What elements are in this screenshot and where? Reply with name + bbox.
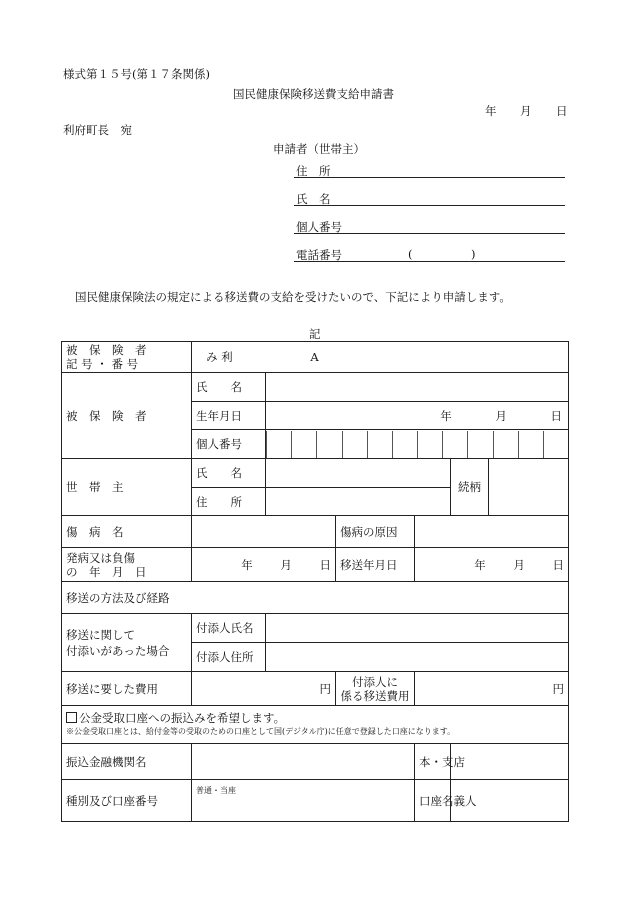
insured-birth-field[interactable] xyxy=(266,402,569,430)
onset-row xyxy=(62,548,569,582)
insured-mynumber-field[interactable] xyxy=(266,430,569,459)
applicant-address-label: 住 所 xyxy=(296,164,331,178)
applicant-mynumber-label: 個人番号 xyxy=(296,220,342,234)
attendant-name-row xyxy=(62,614,569,643)
attendant-label xyxy=(62,614,192,672)
attendant-label-line2: 付添いがあった場合 xyxy=(66,643,170,658)
insured-symbol-label-line2: 記 号 ・ 番 号 xyxy=(66,357,139,371)
transport-date-field[interactable] xyxy=(415,548,569,582)
attendant-cost-label-line1: 付添人に xyxy=(352,674,398,689)
injury-row xyxy=(62,516,569,548)
attendant-label-line1: 移送に関して xyxy=(66,627,135,642)
transport-date-label: 移送年月日 xyxy=(336,548,415,582)
date-year-label: 年 xyxy=(485,104,497,118)
cost-row xyxy=(62,672,569,706)
transport-year-label: 年 xyxy=(474,557,486,572)
onset-label-line2: の 年 月 日 xyxy=(66,564,147,579)
account-holder-label: 口座名義人 xyxy=(415,780,451,822)
application-form-table xyxy=(61,341,569,822)
phone-paren-open: ( xyxy=(408,247,413,261)
account-number-field[interactable] xyxy=(192,780,415,822)
insured-label: 被 保 険 者 xyxy=(62,373,192,459)
mynumber-digit-boxes xyxy=(266,431,568,458)
attendant-cost-yen: 円 xyxy=(552,681,564,696)
addressee: 利府町長 宛 xyxy=(63,123,132,137)
account-type-label: 種別及び口座番号 xyxy=(62,780,192,822)
digit-box[interactable] xyxy=(392,431,417,458)
public-account-text: 公金受取口座への振込みを希望します。 xyxy=(79,710,286,725)
bank-name-field[interactable] xyxy=(192,744,415,780)
branch-field[interactable] xyxy=(451,744,569,780)
digit-box[interactable] xyxy=(367,431,392,458)
statement-text: 国民健康保険法の規定による移送費の支給を受けたいので、下記により申請します。 xyxy=(75,290,511,304)
applicant-heading: 申請者（世帯主） xyxy=(273,142,365,156)
digit-box[interactable] xyxy=(467,431,492,458)
attendant-cost-field[interactable] xyxy=(415,672,569,706)
digit-box[interactable] xyxy=(316,431,341,458)
applicant-address-field[interactable] xyxy=(294,177,565,178)
insured-symbol-label-line1: 被 保 険 者 xyxy=(66,343,147,357)
transport-route-label: 移送の方法及び経路 xyxy=(66,590,170,605)
onset-year-label: 年 xyxy=(241,557,253,572)
injury-label: 傷 病 名 xyxy=(62,516,192,548)
digit-box[interactable] xyxy=(493,431,518,458)
ki-heading: 記 xyxy=(309,327,321,341)
insured-symbol-label xyxy=(62,342,192,373)
date-day-label: 日 xyxy=(556,104,568,118)
attendant-address-label: 付添人住所 xyxy=(192,643,266,672)
digit-box[interactable] xyxy=(543,431,568,458)
household-name-row xyxy=(62,459,569,488)
insured-mynumber-label: 個人番号 xyxy=(192,430,266,459)
household-address-label: 住 所 xyxy=(192,488,266,516)
household-name-label: 氏 名 xyxy=(192,459,266,488)
onset-label-line1: 発病又は負傷 xyxy=(66,550,135,565)
digit-box[interactable] xyxy=(417,431,442,458)
insured-name-label: 氏 名 xyxy=(192,373,266,402)
public-account-checkbox[interactable] xyxy=(66,712,77,723)
bank-name-row xyxy=(62,744,569,780)
account-row xyxy=(62,780,569,822)
attendant-cost-label xyxy=(336,672,415,706)
onset-day-label: 日 xyxy=(319,557,331,572)
injury-cause-label: 傷病の原因 xyxy=(336,516,415,548)
applicant-phone-field[interactable] xyxy=(294,261,565,262)
attendant-name-label: 付添人氏名 xyxy=(192,614,266,643)
transport-route-field[interactable] xyxy=(62,582,569,614)
applicant-name-label: 氏 名 xyxy=(296,192,331,206)
transport-cost-yen: 円 xyxy=(319,681,331,696)
transport-day-label: 日 xyxy=(552,557,564,572)
birth-year-label: 年 xyxy=(440,408,452,423)
phone-paren-close: ) xyxy=(471,247,476,261)
date-month-label: 月 xyxy=(520,104,532,118)
injury-field[interactable] xyxy=(192,516,336,548)
birth-day-label: 日 xyxy=(550,408,562,423)
injury-cause-field[interactable] xyxy=(415,516,569,548)
onset-label xyxy=(62,548,192,582)
onset-month-label: 月 xyxy=(280,557,292,572)
insured-symbol-suffix: A xyxy=(310,350,319,364)
insured-symbol-row xyxy=(62,342,569,373)
public-account-note: ※公金受取口座とは、給付金等の受取のための口座として国(デジタル庁)に任意で登録した口座になります。 xyxy=(66,726,456,736)
relation-label: 続柄 xyxy=(451,459,489,516)
digit-box[interactable] xyxy=(442,431,467,458)
transport-route-row xyxy=(62,582,569,614)
digit-box[interactable] xyxy=(291,431,316,458)
transport-month-label: 月 xyxy=(513,557,525,572)
attendant-cost-label-line2: 係る移送費用 xyxy=(340,688,410,703)
attendant-address-field[interactable] xyxy=(266,643,569,672)
branch-label: 本・支店 xyxy=(415,744,451,780)
onset-date-field[interactable] xyxy=(192,548,336,582)
digit-box[interactable] xyxy=(518,431,543,458)
insured-symbol-value-cell[interactable] xyxy=(192,342,569,373)
insured-symbol-prefix: み 利 xyxy=(206,350,233,364)
digit-box[interactable] xyxy=(342,431,367,458)
transport-cost-field[interactable] xyxy=(192,672,336,706)
applicant-name-field[interactable] xyxy=(294,205,565,206)
insured-birth-label: 生年月日 xyxy=(192,402,266,430)
household-name-field[interactable] xyxy=(266,459,451,488)
attendant-name-field[interactable] xyxy=(266,614,569,643)
bank-name-label: 振込金融機関名 xyxy=(62,744,192,780)
birth-month-label: 月 xyxy=(495,408,507,423)
applicant-phone-label: 電話番号 xyxy=(296,248,342,262)
digit-box[interactable] xyxy=(266,431,291,458)
relation-field[interactable] xyxy=(489,459,569,516)
public-account-cell xyxy=(62,706,569,744)
account-type-options: 普通・当座 xyxy=(196,786,236,795)
form-number: 様式第１５号(第１７条関係) xyxy=(63,67,210,81)
form-title: 国民健康保険移送費支給申請書 xyxy=(233,87,394,101)
applicant-mynumber-field[interactable] xyxy=(294,233,565,234)
household-address-field[interactable] xyxy=(266,488,451,516)
insured-name-row xyxy=(62,373,569,402)
public-account-row xyxy=(62,706,569,744)
transport-cost-label: 移送に要した費用 xyxy=(62,672,192,706)
insured-name-field[interactable] xyxy=(266,373,569,402)
household-label: 世 帯 主 xyxy=(62,459,192,516)
